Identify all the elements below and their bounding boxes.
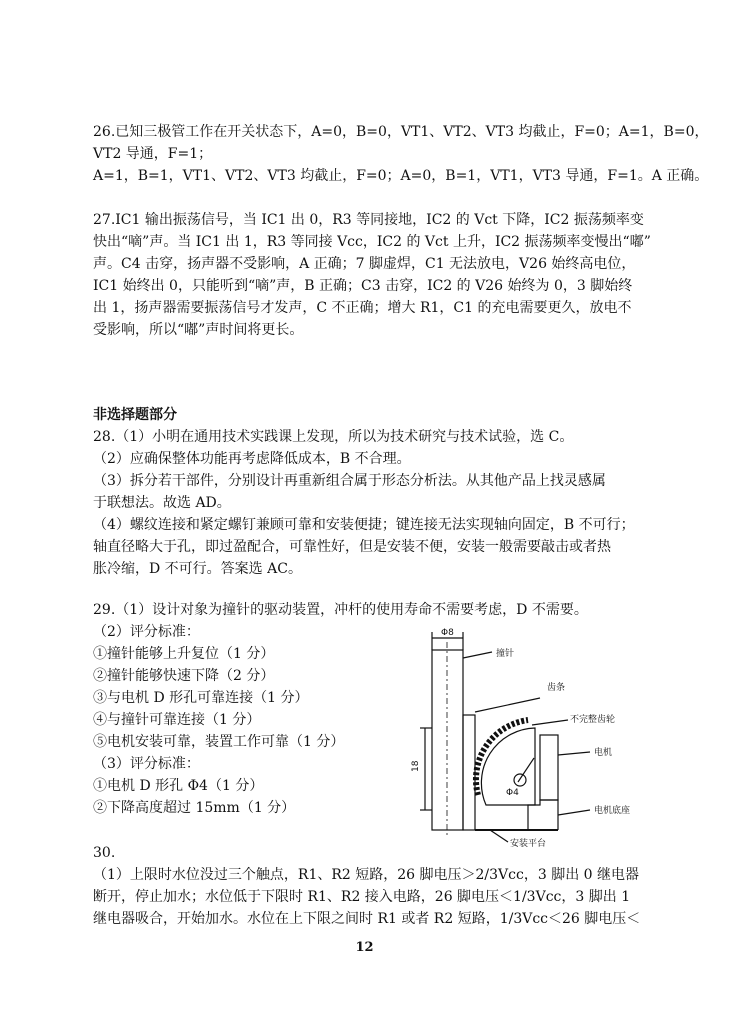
- striker-label: 撞针: [496, 649, 515, 659]
- rack-leader: [475, 698, 540, 712]
- q27-line: 快出“嘀”声。当 IC1 出 1，R3 等同接 Vcc，IC2 的 Vct 上升，IC2 振荡频率变慢出“嘟”: [93, 234, 651, 250]
- q26-line: A=1，B=1，VT1、VT2、VT3 均截止，F=0；A=0，B=1，VT1，VT3 导通，F=1。A 正确。: [93, 168, 709, 184]
- q29-line: ⑤电机安装可靠，装置工作可靠（1 分）: [93, 734, 345, 750]
- motor: [540, 735, 558, 800]
- incomplete-gear: [476, 720, 528, 795]
- motor-base: [528, 800, 558, 830]
- motor-base-label: 电机底座: [594, 806, 631, 816]
- q27-line: 受影响，所以“嘟”声时间将更长。: [93, 322, 304, 338]
- page-number: 12: [355, 940, 374, 955]
- diameter-label: Φ8: [441, 628, 454, 638]
- platform-leader: [490, 830, 508, 842]
- q27-line: 声。C4 击穿，扬声器不受影响，A 正确；7 脚虚焊，C1 无法放电，V26 始终高电位，: [93, 256, 636, 272]
- q30-number: 30.: [93, 845, 116, 861]
- gear-label: 不完整齿轮: [570, 715, 616, 725]
- q29-intro: 29.（1）设计对象为撞针的驱动装置，冲杆的使用寿命不需要考虑，D 不需要。: [93, 602, 588, 618]
- q26-line: VT2 导通，F=1；: [93, 146, 213, 162]
- question-30: [93, 842, 653, 930]
- rack-label: 齿条: [547, 683, 566, 693]
- q28-line: 胀冷缩，D 不可行。答案选 AC。: [93, 561, 302, 577]
- q27-line: 出 1，扬声器需要振荡信号才发声，C 不正确；增大 R1，C1 的充电需要更久，放电不: [93, 300, 632, 316]
- striker-leader: [463, 652, 492, 658]
- q28-line: 28.（1）小明在通用技术实践课上发现，所以为技术研究与技术试验，选 C。: [93, 429, 574, 445]
- mechanism-figure: [400, 620, 650, 850]
- q30-line: （1）上限时水位没过三个触点，R1、R2 短路，26 脚电压＞2/3Vcc，3 脚出 0 继电器: [93, 867, 640, 883]
- striker-rod: [432, 650, 463, 830]
- q28-line: （3）拆分若干部件，分别设计再重新组合属于形态分析法。从其他产品上找灵感属: [93, 473, 606, 489]
- q29-line: ②撞针能够快速下降（2 分）: [93, 668, 275, 684]
- motor-label: 电机: [594, 748, 613, 758]
- question-28: [93, 426, 653, 580]
- hole-label: Φ4: [506, 788, 519, 798]
- section-heading: 非选择题部分: [93, 407, 177, 423]
- base-leader: [558, 810, 590, 815]
- q28-line: 轴直径略大于孔，即过盈配合，可靠性好，但是安装不便，安装一般需要敲击或者热: [93, 539, 611, 555]
- q30-line: 继电器吸合，开始加水。水位在上下限之间时 R1 或者 R2 短路，1/3Vcc＜26 脚电压＜: [93, 911, 641, 927]
- q28-line: （4）螺纹连接和紧定螺钉兼顾可靠和安装便捷；键连接无法实现轴向固定，B 不可行；: [93, 517, 635, 533]
- platform-label: 安装平台: [510, 839, 547, 849]
- q30-line: 断开，停止加水；水位低于下限时 R1、R2 接入电路，26 脚电压＜1/3Vcc，3 脚出 1: [93, 889, 631, 905]
- q29-line: ①撞针能够上升复位（1 分）: [93, 646, 275, 662]
- rack: [463, 715, 475, 830]
- height-label: 18: [411, 760, 421, 772]
- q28-line: 于联想法。故选 AD。: [93, 495, 231, 511]
- q29-line: ③与电机 D 形孔可靠连接（1 分）: [93, 690, 309, 706]
- gear-leader: [532, 720, 568, 725]
- q29-line: （2）评分标准：: [93, 624, 200, 640]
- q29-line: （3）评分标准：: [93, 756, 200, 772]
- question-26: [93, 121, 709, 187]
- q29-line: ④与撞针可靠连接（1 分）: [93, 712, 261, 728]
- q26-line: 26.已知三极管工作在开关状态下，A=0，B=0，VT1、VT2、VT3 均截止，F=0；A=1，B=0，: [93, 124, 709, 140]
- q28-line: （2）应确保整体功能再考虑降低成本，B 不合理。: [93, 451, 411, 467]
- q27-line: 27.IC1 输出振荡信号，当 IC1 出 0，R3 等同接地，IC2 的 Vct 下降，IC2 振荡频率变: [93, 212, 644, 228]
- q29-line: ①电机 D 形孔 Φ4（1 分）: [93, 778, 264, 794]
- q27-line: IC1 始终出 0，只能听到“嘀”声，B 正确；C3 击穿，IC2 的 V26 始终为 0，3 脚始终: [93, 278, 633, 294]
- motor-leader: [558, 752, 590, 755]
- question-27: [93, 209, 653, 341]
- q29-line: ②下降高度超过 15mm（1 分）: [93, 800, 296, 816]
